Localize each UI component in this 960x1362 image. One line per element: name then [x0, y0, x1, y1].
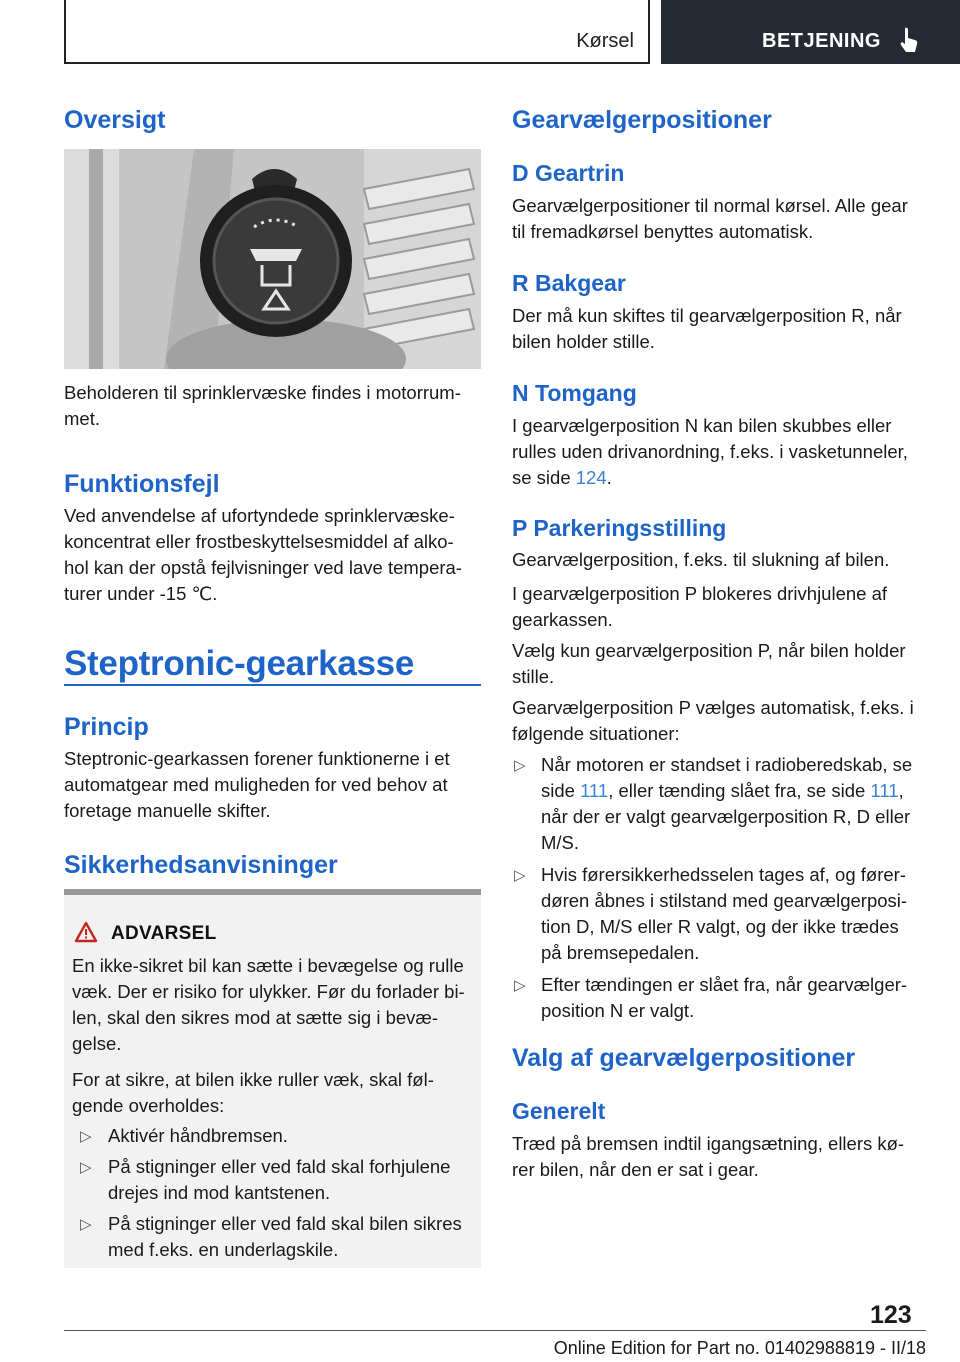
text-line: bilen holder stille. — [512, 331, 655, 352]
heading-r-bakgear: R Bakgear — [512, 270, 626, 296]
text-line: len, skal den sikres mod at sætte sig i bevæ- — [72, 1007, 439, 1028]
washer-fluid-reservoir-photo — [64, 149, 481, 369]
text-line: foretage manuelle skifter. — [64, 800, 271, 821]
heading-steptronic: Steptronic-gearkasse — [64, 644, 414, 683]
text-line: automatgear med muligheden for ved behov at — [64, 774, 448, 795]
bullet-arrow-icon: ▷ — [80, 1128, 92, 1145]
heading-gearvaelgerpositioner: Gearvælgerpositioner — [512, 106, 772, 134]
warning-para-2 — [72, 1067, 477, 1119]
text-line: Vælg kun gearvælgerposition P, når bilen holder — [512, 640, 906, 661]
text-line: position N er valgt. — [541, 1000, 695, 1021]
p-bullet-1 — [541, 752, 927, 856]
header-chapter-title: BETJENING — [762, 30, 881, 52]
text-line: Gearvælgerpositioner til normal kørsel. Alle gear — [512, 195, 908, 216]
text-line: rulles uden drivanordning, f.eks. i vasketunneler, — [512, 441, 908, 462]
text-line: hol kan der opstå fejlvisninger ved lave tempera- — [64, 557, 462, 578]
text-line: når der er valgt gearvælgerposition R, D eller — [541, 806, 911, 827]
text-line: tion D, M/S eller R valgt, og der ikke trædes — [541, 916, 899, 937]
page-number: 123 — [870, 1301, 912, 1329]
header-section-box — [64, 0, 650, 64]
heading-princip: Princip — [64, 713, 149, 741]
heading-d-geartrin: D Geartrin — [512, 160, 625, 186]
pointing-hand-icon — [897, 26, 921, 54]
text-line: Gearvælgerposition P vælges automatisk, f.eks. i — [512, 697, 914, 718]
text-line — [512, 465, 926, 491]
text-line: til fremadkørsel benyttes automatisk. — [512, 221, 814, 242]
text-run: side — [541, 780, 581, 801]
page-link-124[interactable]: 124 — [575, 467, 607, 488]
bullet-arrow-icon: ▷ — [80, 1216, 92, 1233]
warning-title: ADVARSEL — [111, 923, 217, 944]
text-line: På stigninger eller ved fald skal forhjulene — [108, 1156, 451, 1177]
text-line: med f.eks. en underlagskile. — [108, 1239, 339, 1260]
text-line: met. — [64, 408, 100, 429]
text-line: Der må kun skiftes til gearvælgerposition R, når — [512, 305, 902, 326]
header-section-title: Kørsel — [576, 30, 634, 52]
text-line: følgende situationer: — [512, 723, 680, 744]
p-text-1: Gearvælgerposition, f.eks. til slukning af bilen. — [512, 549, 890, 570]
text-run: . — [606, 467, 612, 488]
warning-box — [64, 889, 481, 1268]
r-text — [512, 303, 926, 355]
n-text — [512, 413, 926, 491]
d-text — [512, 193, 926, 245]
generelt-text — [512, 1131, 926, 1183]
text-line: En ikke-sikret bil kan sætte i bevægelse og rulle — [72, 955, 464, 976]
page-link-111[interactable]: 111 — [870, 780, 899, 801]
text-line: gearkassen. — [512, 609, 613, 630]
warning-bullet-1 — [108, 1123, 478, 1149]
section-rule — [64, 684, 481, 686]
text-line: på bremsepedalen. — [541, 942, 700, 963]
text-line — [541, 778, 927, 804]
p-text-4 — [512, 695, 926, 747]
text-line: I gearvælgerposition P blokeres drivhjulene af — [512, 583, 888, 604]
text-line: Når motoren er standset i radioberedskab, se — [541, 754, 913, 775]
text-line: drejes ind mod kantstenen. — [108, 1182, 331, 1203]
warning-para-1 — [72, 953, 477, 1057]
text-run: , — [898, 780, 904, 801]
text-line: Aktivér håndbremsen. — [108, 1125, 288, 1146]
warning-bullet-2 — [108, 1154, 478, 1206]
text-line: Efter tændingen er slået fra, når gearvælger- — [541, 974, 908, 995]
oversigt-text — [64, 380, 481, 432]
text-line: døren åbnes i stilstand med gearvælgerposi- — [541, 890, 908, 911]
text-line: gelse. — [72, 1033, 122, 1054]
bullet-arrow-icon: ▷ — [514, 977, 526, 994]
heading-valg-af-gearvaelgerpositioner: Valg af gearvælgerpositioner — [512, 1044, 856, 1072]
text-line: turer under -15 ℃. — [64, 583, 218, 604]
text-line: stille. — [512, 666, 555, 687]
text-run: , eller tænding slået fra, se side — [608, 780, 871, 801]
text-line: Ved anvendelse af ufortyndede sprinklervæske- — [64, 505, 455, 526]
footer-rule — [64, 1330, 926, 1331]
text-line: For at sikre, at bilen ikke ruller væk, skal føl- — [72, 1069, 434, 1090]
bullet-arrow-icon: ▷ — [514, 867, 526, 884]
header-chapter-tab — [661, 0, 960, 64]
p-text-3 — [512, 638, 926, 690]
footer-edition: Online Edition for Part no. 01402988819 - II/18 — [553, 1338, 926, 1358]
warning-bullet-3 — [108, 1211, 478, 1263]
funktionsfejl-text — [64, 503, 481, 607]
text-line: gende overholdes: — [72, 1095, 225, 1116]
text-line: Træd på bremsen indtil igangsætning, ellers kø- — [512, 1133, 905, 1154]
p-bullet-3 — [541, 972, 927, 1024]
princip-text — [64, 746, 481, 824]
heading-generelt: Generelt — [512, 1098, 606, 1124]
page-link-111[interactable]: 111 — [580, 780, 609, 801]
text-line: M/S. — [541, 832, 580, 853]
heading-p-parkeringsstilling: P Parkeringsstilling — [512, 515, 727, 541]
heading-funktionsfejl: Funktionsfejl — [64, 470, 220, 498]
bullet-arrow-icon: ▷ — [80, 1159, 92, 1176]
text-line: Beholderen til sprinklervæske findes i motorrum- — [64, 382, 461, 403]
text-line: væk. Der er risiko for ulykker. Før du forlader bi- — [72, 981, 465, 1002]
heading-oversigt: Oversigt — [64, 106, 166, 134]
text-line: På stigninger eller ved fald skal bilen sikres — [108, 1213, 462, 1234]
text-line: Steptronic-gearkassen forener funktionerne i et — [64, 748, 450, 769]
bullet-arrow-icon: ▷ — [514, 757, 526, 774]
text-line: koncentrat eller frostbeskyttelsesmiddel af alko- — [64, 531, 454, 552]
text-run: se side — [512, 467, 576, 488]
text-line: Hvis førersikkerhedsselen tages af, og fører- — [541, 864, 906, 885]
text-line: rer bilen, når den er sat i gear. — [512, 1159, 759, 1180]
warning-triangle-icon — [74, 921, 98, 943]
heading-n-tomgang: N Tomgang — [512, 380, 637, 406]
text-line: I gearvælgerposition N kan bilen skubbes eller — [512, 415, 892, 436]
p-bullet-2 — [541, 862, 927, 966]
p-text-2 — [512, 581, 926, 633]
heading-sikkerhed: Sikkerhedsanvisninger — [64, 851, 338, 879]
